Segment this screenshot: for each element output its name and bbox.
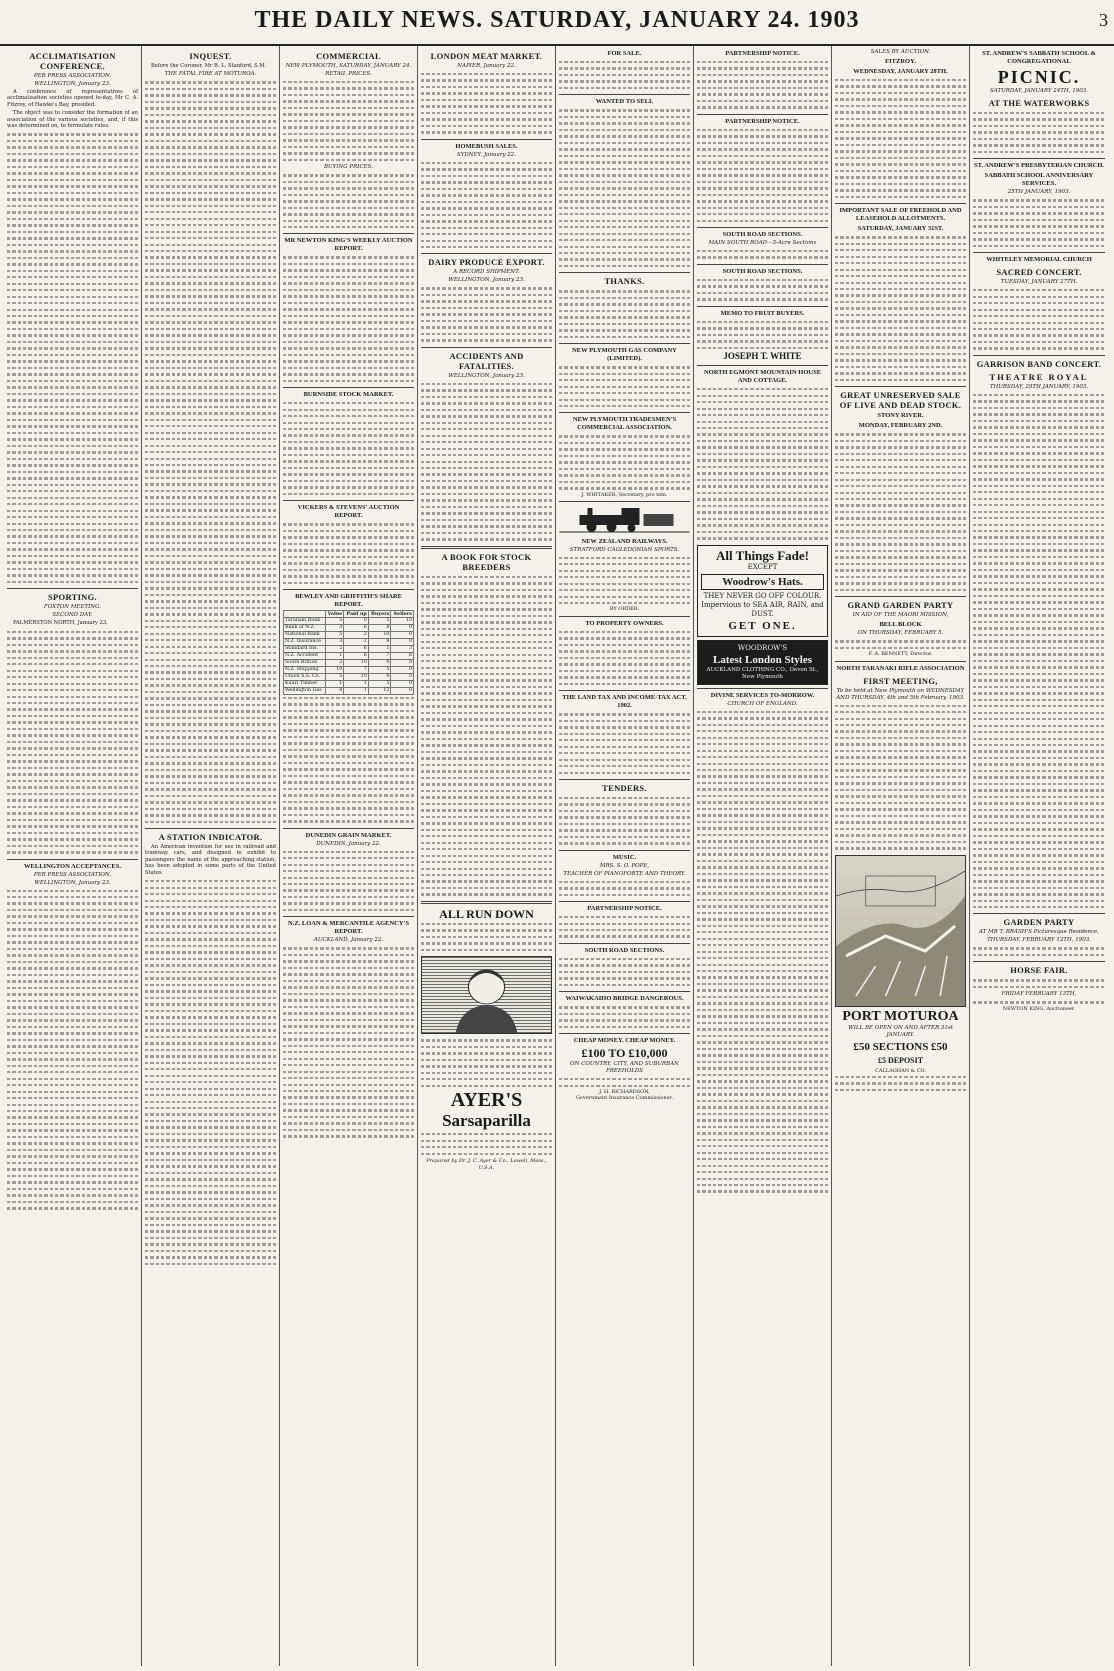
ad-brand: WOODROW'S	[737, 643, 788, 652]
table-header: Sellers	[391, 610, 414, 617]
portrait-engraving	[421, 956, 552, 1034]
subhead: CHURCH OF ENGLAND.	[727, 700, 798, 707]
ad-brand: Woodrow's Hats.	[701, 574, 824, 590]
secretary-signature: J. WHITAKER, Secretary, pro tem.	[581, 491, 668, 498]
ad-whiteley-church: WHITELEY MEMORIAL CHURCH	[986, 256, 1092, 264]
table-cell: 1	[325, 652, 344, 659]
table-cell: 0	[391, 680, 414, 687]
teacher-name: MRS. S. O. POPE,	[599, 862, 650, 869]
subhead: STRATFORD CAGLEDONIAN SPORTS.	[569, 546, 680, 553]
sale-date: WEDNESDAY, JANUARY 28TH.	[853, 68, 948, 75]
sale-date: MONDAY, FEBRUARY 2ND.	[858, 422, 943, 430]
table-cell: 10	[325, 666, 344, 673]
table-cell: 0	[368, 673, 391, 680]
ad-woodrows-styles	[697, 640, 828, 685]
newspaper-page	[4, 46, 1110, 1666]
table-cell: 2	[344, 638, 368, 645]
table-cell: N.Z. Shipping	[284, 666, 326, 673]
table-cell: 0	[391, 666, 414, 673]
meeting-title: FIRST MEETING,	[863, 675, 938, 686]
table-cell: N.Z. Accident	[284, 652, 326, 659]
ad-cta: GET ONE.	[728, 619, 797, 632]
table-cell: 1	[325, 680, 344, 687]
table-cell: 5	[368, 680, 391, 687]
table-cell: 5	[325, 673, 344, 680]
ayers-ad-headline: ALL RUN DOWN	[439, 906, 534, 921]
table-cell: 3	[325, 624, 344, 631]
table-cell: 6	[344, 624, 368, 631]
services-date: 25TH JANUARY, 1903.	[1007, 189, 1071, 196]
subhead: IN AID OF THE MAORI MISSION,	[852, 612, 949, 619]
section-price: £50 SECTIONS £50	[853, 1040, 948, 1053]
party-date: ON THURSDAY, FEBRUARY 5.	[857, 630, 944, 637]
loan-agent-title: Government Insurance Commissioner.	[575, 1095, 674, 1102]
subhead: MAIN SOUTH ROAD—5-Acre Sections	[708, 239, 817, 246]
ad-partnership-notice: PARTNERSHIP NOTICE.	[725, 50, 800, 57]
ad-slogan: All Things Fade!	[716, 547, 809, 563]
table-row	[284, 666, 414, 673]
ad-music: MUSIC.	[612, 853, 637, 861]
table-header: Buyers	[368, 610, 391, 617]
headline-book-stock-breeders: A BOOK FOR STOCK BREEDERS	[441, 551, 532, 572]
church-services-heading: DIVINE SERVICES TO-MORROW.	[710, 691, 815, 699]
article-paragraph: An American invention for use in railroad and tramway cars, and designed to exhibit to passengers the name of the approaching station, has been adopted in some parts of the United States.	[145, 844, 276, 876]
headline-burnside: BURNSIDE STOCK MARKET.	[303, 391, 394, 399]
sale-location: FITZROY.	[885, 58, 916, 65]
byline: PER PRESS ASSOCIATION.	[33, 871, 112, 878]
headline-vickers-stevens: VICKERS & STEVENS' AUCTION REPORT.	[297, 504, 400, 520]
table-cell: 6	[344, 652, 368, 659]
subhead: THE FATAL FIRE AT MOTUROA.	[164, 71, 257, 78]
table-cell: 0	[391, 687, 414, 694]
by-order: BY ORDER.	[609, 606, 640, 613]
woman-portrait-icon	[422, 957, 551, 1033]
table-cell: 8	[368, 624, 391, 631]
picnic-date: SATURDAY, JANUARY 24TH, 1903.	[990, 88, 1088, 94]
ad-tenders: TENDERS.	[602, 782, 647, 793]
agent: CALLAGHAN & CO.	[875, 1067, 926, 1074]
table-cell: Wellington Gas	[284, 687, 326, 694]
map-illustration	[835, 855, 966, 1007]
table-cell: 1	[368, 645, 391, 652]
article-paragraph: PALMERSTON NORTH, January 23.	[13, 620, 108, 627]
headline-newton-king-report: MR NEWTON KING'S WEEKLY AUCTION REPORT.	[284, 237, 413, 253]
table-cell: 0	[391, 631, 414, 638]
subhead: FOXTON MEETING.	[43, 604, 102, 611]
ad-garden-party: GRAND GARDEN PARTY	[847, 600, 954, 611]
dateline: NEW PLYMOUTH, SATURDAY, JANUARY 24.	[285, 63, 412, 69]
ad-thanks: THANKS.	[604, 276, 645, 287]
dateline: WELLINGTON, January 23.	[34, 81, 111, 87]
table-cell: 0	[344, 617, 368, 624]
ad-property-owners: TO PROPERTY OWNERS.	[585, 619, 664, 627]
sacred-concert: SACRED CONCERT.	[996, 267, 1082, 278]
ad-south-road-sections: SOUTH ROAD SECTIONS.	[722, 230, 803, 238]
table-cell: 10	[344, 659, 368, 666]
table-cell: 5	[368, 617, 391, 624]
column-6	[694, 46, 832, 1666]
table-header: Value	[325, 610, 344, 617]
column-4	[418, 46, 556, 1666]
ayers-footer: Prepared by Dr. J. C. Ayer & Co., Lowell, Mass., U.S.A.	[426, 1157, 547, 1171]
table-row	[284, 631, 414, 638]
table-row	[284, 645, 414, 652]
ad-claim: THEY NEVER GO OFF COLOUR.	[703, 591, 822, 600]
column-2	[142, 46, 280, 1666]
ad-claim2: Impervious to SEA AIR, RAIN, and DUST.	[701, 600, 824, 618]
subdivision-map-icon	[836, 856, 965, 1006]
table-cell: 10	[344, 673, 368, 680]
headline-station-indicator: A STATION INDICATOR.	[158, 832, 263, 843]
headline-homebush: HOMEBUSH SALES.	[455, 142, 518, 150]
dateline: WELLINGTON, January 23.	[448, 277, 525, 284]
table-cell: Kauri Timber	[284, 680, 326, 687]
ad-tradesmen-association: NEW PLYMOUTH TRADESMEN'S COMMERCIAL ASSOCIATION.	[572, 416, 677, 432]
table-cell: 7	[368, 652, 391, 659]
table-cell: 8	[368, 638, 391, 645]
ad-address: AUCKLAND CLOTHING CO., Devon St., New Plymouth	[706, 666, 819, 680]
subhead: RETAIL PRICES.	[325, 71, 372, 77]
table-cell: 1	[344, 680, 368, 687]
table-cell: 3	[325, 638, 344, 645]
article-paragraph: The object was to consider the formation of an association of the various societies, and, if this was determined on, to formulate rules.	[7, 110, 138, 130]
article-paragraph: A conference of representatives of acclimatisation societies opened to-day, Mr C. A. Fitzroy, of Hawke's Bay, presided.	[7, 89, 138, 108]
headline-london-meat: LONDON MEAT MARKET.	[430, 51, 543, 61]
ayers-name: AYER'S	[450, 1089, 523, 1112]
table-cell: 0	[391, 624, 414, 631]
table-cell: 10	[391, 617, 414, 624]
table-cell: 7	[344, 666, 368, 673]
dateline: DUNEDIN, January 22.	[316, 840, 381, 847]
headline-share-report: BEWLEY AND GRIFFITH'S SHARE REPORT.	[295, 592, 402, 608]
ad-fruit-buyers: MEMO TO FRUIT BUYERS.	[720, 309, 805, 317]
newspaper-title: THE DAILY NEWS. SATURDAY, JANUARY 24. 1903	[254, 7, 860, 33]
headline-inquest: INQUEST.	[189, 51, 232, 61]
ad-for-sale: FOR SALE.	[607, 50, 642, 57]
ad-wanted-to-sell: WANTED TO SELL	[595, 98, 654, 106]
ad-horse-fair: HORSE FAIR.	[1010, 965, 1068, 976]
party-location: BELL BLOCK	[879, 621, 922, 629]
ad-nz-railways: NEW ZEALAND RAILWAYS.	[581, 537, 668, 545]
headline-dairy-export: DAIRY PRODUCE EXPORT.	[428, 257, 545, 268]
ad-garrison-band: GARRISON BAND CONCERT.	[976, 358, 1102, 369]
table-cell: 6	[391, 652, 414, 659]
article-paragraph: Before the Coroner, Mr R. L. Stanford, S.M.	[151, 63, 267, 69]
table-cell: Union S.S. Co.	[284, 673, 326, 680]
ad-stock-sale: GREAT UNRESERVED SALE OF LIVE AND DEAD STOCK.	[839, 390, 962, 411]
subhead: BUYING PRICES.	[324, 164, 373, 171]
dateline: WELLINGTON, January 23.	[448, 372, 525, 379]
loan-subhead: ON COUNTRY, CITY, AND SUBURBAN FREEHOLDS	[570, 1061, 679, 1075]
ad-waiwakaiho-bridge: WAIWAKAIHO BRIDGE DANGEROUS.	[565, 995, 684, 1003]
table-cell: 2	[344, 631, 368, 638]
ad-woodrows-hats	[697, 545, 828, 637]
table-cell: 12	[368, 687, 391, 694]
ad-partnership-notice: PARTNERSHIP NOTICE.	[725, 117, 800, 125]
teacher-subject: TEACHER OF PIANOFORTE AND THEORY.	[563, 870, 686, 877]
dateline: NAPIER, January 22.	[457, 63, 516, 69]
headline-accidents: ACCIDENTS AND FATALITIES.	[449, 350, 524, 371]
loan-agent: J. H. RICHARDSON,	[599, 1089, 650, 1096]
picnic-title: PICNIC.	[997, 67, 1081, 87]
table-cell: 2	[325, 659, 344, 666]
table-row	[284, 652, 414, 659]
table-cell: 0	[368, 659, 391, 666]
ad-garden-party-brash: GARDEN PARTY	[1003, 917, 1075, 928]
table-cell: 5	[368, 666, 391, 673]
fair-date: FRIDAY FEBRUARY 13TH,	[1001, 991, 1077, 998]
party-director: F. A. BENNETT, Director.	[868, 651, 933, 658]
sale-date: SATURDAY, JANUARY 31ST.	[857, 225, 944, 233]
table-cell: 3	[391, 645, 414, 652]
column-8	[970, 46, 1108, 1666]
dateline: AUCKLAND, January 22.	[313, 937, 384, 944]
table-row	[284, 680, 414, 687]
fruit-merchant: JOSEPH T. WHITE	[723, 351, 802, 362]
page-number: 3	[1099, 10, 1108, 30]
ad-allotments: IMPORTANT SALE OF FREEHOLD AND LEASEHOLD ALLOTMENTS.	[839, 207, 962, 223]
ad-land-tax: THE LAND TAX AND INCOME-TAX ACT, 1902.	[562, 694, 687, 710]
deposit: £5 DEPOSIT	[877, 1055, 924, 1065]
column-5	[556, 46, 694, 1666]
table-cell: 1	[344, 687, 368, 694]
table-row	[284, 617, 414, 624]
locomotive-icon	[559, 505, 690, 533]
table-row	[284, 659, 414, 666]
subhead: SECOND DAY.	[52, 612, 93, 619]
table-cell: N.Z. Insurance	[284, 638, 326, 645]
table-cell: 0	[391, 638, 414, 645]
table-row	[284, 624, 414, 631]
theatre-royal: THEATRE ROYAL	[989, 371, 1089, 382]
ad-partnership-notice: PARTNERSHIP NOTICE.	[587, 905, 662, 913]
table-cell: South British	[284, 659, 326, 666]
ad-presbyterian-church: ST. ANDREW'S PRESBYTERIAN CHURCH.	[973, 162, 1105, 170]
ad-except: EXCEPT	[747, 562, 778, 571]
dateline: WELLINGTON, January 23.	[34, 879, 111, 886]
concert-date: TUESDAY, JANUARY 27TH.	[1000, 279, 1078, 286]
table-header	[284, 610, 326, 617]
ad-north-egmont: NORTH EGMONT MOUNTAIN HOUSE AND COTTAGE.	[703, 369, 822, 385]
table-cell: 6	[344, 645, 368, 652]
column-7	[832, 46, 970, 1666]
masthead	[0, 0, 1114, 46]
dateline: SYDNEY, January 22.	[456, 151, 517, 158]
ad-st-andrews-picnic: ST. ANDREW'S SABBATH SCHOOL & CONGREGATIONAL	[982, 50, 1096, 65]
headline-wellington-acceptances: WELLINGTON ACCEPTANCES.	[24, 862, 121, 870]
ad-south-road-sections: SOUTH ROAD SECTIONS.	[722, 267, 803, 275]
subhead: A RECORD SHIPMENT.	[453, 269, 520, 276]
column-3	[280, 46, 418, 1666]
section-label: SALES BY AUCTION.	[870, 49, 931, 55]
table-cell: Bank of N.Z.	[284, 624, 326, 631]
concert-date: THURSDAY, 29TH JANUARY, 1903.	[989, 383, 1089, 390]
ad-gas-company: NEW PLYMOUTH GAS COMPANY (LIMITED).	[572, 347, 677, 363]
table-row	[284, 638, 414, 645]
table-row	[284, 673, 414, 680]
share-table	[283, 610, 414, 695]
auctioneer: NEWTON KING, Auctioneer.	[1002, 1005, 1076, 1012]
loan-range: £100 TO £10,000	[581, 1046, 668, 1061]
meeting-details: To be held at New Plymouth on WEDNESDAY AND THURSDAY, 4th and 5th February, 1903.	[836, 687, 965, 701]
table-cell: 0	[391, 673, 414, 680]
party-location: AT MR T. BRASH'S Picturesque Residence,	[978, 929, 1100, 936]
column-1	[4, 46, 142, 1666]
ad-styles: Latest London Styles	[712, 653, 813, 666]
byline: PER PRESS ASSOCIATION.	[33, 73, 112, 79]
ad-cheap-money: CHEAP MONEY. CHEAP MONEY.	[573, 1037, 676, 1045]
port-moturoa-title: PORT MOTUROA	[842, 1008, 959, 1024]
table-row	[284, 687, 414, 694]
table-cell: Taranaki Bank	[284, 617, 326, 624]
picnic-location: AT THE WATERWORKS	[988, 98, 1090, 108]
table-header: Paid up	[344, 610, 368, 617]
headline-acclimatisation: ACCLIMATISATION CONFERENCE.	[29, 51, 116, 71]
headline-sporting: SPORTING.	[48, 592, 97, 603]
table-cell: 5	[325, 617, 344, 624]
table-cell: 2	[325, 645, 344, 652]
sale-location: STONY RIVER.	[877, 412, 924, 420]
table-cell: 4	[325, 687, 344, 694]
headline-nz-loan: N.Z. LOAN & MERCANTILE AGENCY'S REPORT.	[288, 920, 409, 936]
table-cell: 10	[368, 631, 391, 638]
party-date: THURSDAY, FEBRUARY 12TH, 1903.	[986, 937, 1092, 944]
ad-rifle-association: NORTH TARANAKI RIFLE ASSOCIATION	[836, 664, 965, 672]
headline-dunedin-grain: DUNEDIN GRAIN MARKET.	[305, 831, 392, 839]
table-cell: 0	[391, 659, 414, 666]
port-opening: WILL BE OPEN ON AND AFTER 31st JANUARY.	[848, 1024, 953, 1038]
headline-commercial: COMMERCIAL	[316, 51, 381, 61]
table-cell: 5	[325, 631, 344, 638]
ayers-product: Sarsaparilla	[442, 1111, 531, 1131]
table-cell: Standard Ins.	[284, 645, 326, 652]
anniversary-services: SABBATH SCHOOL ANNIVERSARY SERVICES.	[984, 172, 1094, 188]
table-cell: National Bank	[284, 631, 326, 638]
ad-south-road-sections: SOUTH ROAD SECTIONS.	[584, 946, 665, 954]
